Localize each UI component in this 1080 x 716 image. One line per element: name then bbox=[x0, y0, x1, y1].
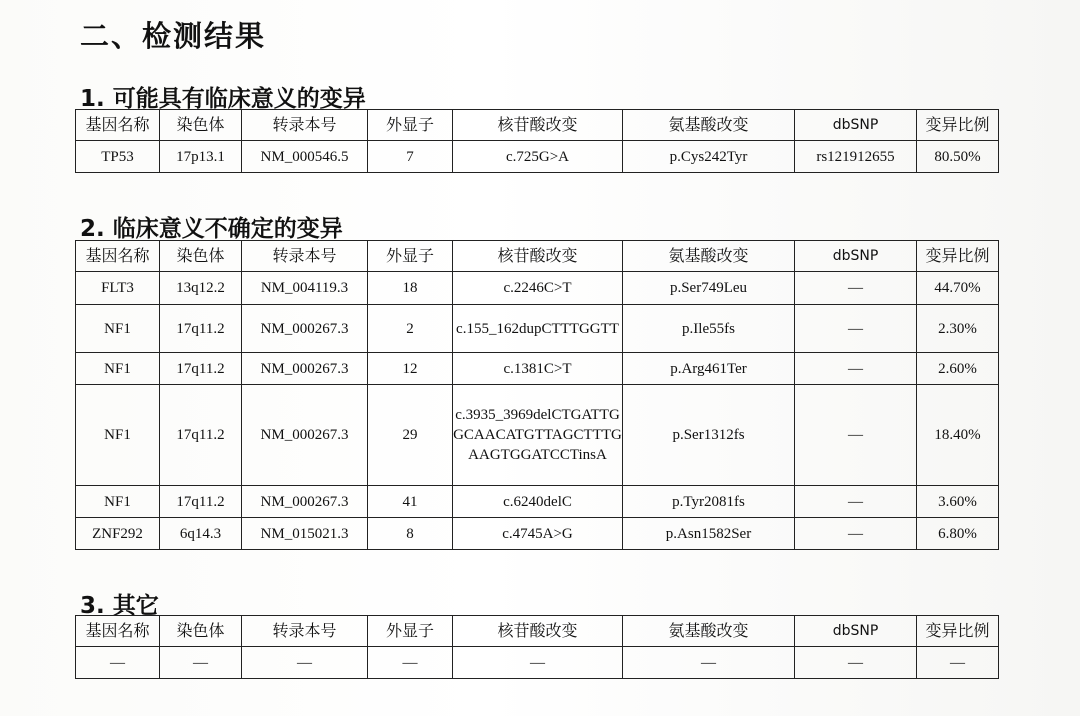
header-chromosome: 染色体 bbox=[160, 110, 242, 141]
cell-dbsnp: — bbox=[795, 353, 917, 385]
section-title: 二、检测结果 bbox=[80, 19, 267, 53]
cell-exon: 29 bbox=[368, 385, 453, 486]
subsection-title-uncertain: 2. 临床意义不确定的变异 bbox=[80, 216, 343, 242]
header-gene: 基因名称 bbox=[76, 616, 160, 647]
header-exon: 外显子 bbox=[368, 616, 453, 647]
table-row bbox=[76, 305, 999, 353]
subsection-title-clinical: 1. 可能具有临床意义的变异 bbox=[80, 86, 366, 112]
cell-nucleotide: c.155_162dupCTTTGGTT bbox=[453, 305, 623, 353]
table-row bbox=[76, 353, 999, 385]
cell-exon: 41 bbox=[368, 486, 453, 518]
table-row bbox=[76, 518, 999, 550]
cell-transcript: NM_000267.3 bbox=[242, 385, 368, 486]
cell-gene: NF1 bbox=[76, 385, 160, 486]
header-exon: 外显子 bbox=[368, 241, 453, 272]
table-header-row bbox=[76, 616, 999, 647]
header-nucleotide: 核苷酸改变 bbox=[453, 616, 623, 647]
cell-chromosome: 13q12.2 bbox=[160, 272, 242, 305]
cell-gene: FLT3 bbox=[76, 272, 160, 305]
cell-dbsnp: — bbox=[795, 305, 917, 353]
header-nucleotide: 核苷酸改变 bbox=[453, 241, 623, 272]
cell-dbsnp: rs121912655 bbox=[795, 141, 917, 173]
cell-gene: ZNF292 bbox=[76, 518, 160, 550]
header-transcript: 转录本号 bbox=[242, 241, 368, 272]
cell-amino-acid: p.Ser749Leu bbox=[623, 272, 795, 305]
cell-gene: NF1 bbox=[76, 353, 160, 385]
cell-transcript: NM_000267.3 bbox=[242, 305, 368, 353]
cell-frequency: 3.60% bbox=[917, 486, 999, 518]
header-chromosome: 染色体 bbox=[160, 241, 242, 272]
cell-nucleotide: — bbox=[453, 647, 623, 679]
cell-nucleotide: c.6240delC bbox=[453, 486, 623, 518]
header-transcript: 转录本号 bbox=[242, 110, 368, 141]
cell-gene: NF1 bbox=[76, 486, 160, 518]
cell-gene: NF1 bbox=[76, 305, 160, 353]
cell-transcript: NM_004119.3 bbox=[242, 272, 368, 305]
table-row bbox=[76, 486, 999, 518]
cell-chromosome: 17p13.1 bbox=[160, 141, 242, 173]
cell-transcript: NM_000267.3 bbox=[242, 353, 368, 385]
cell-amino-acid: p.Cys242Tyr bbox=[623, 141, 795, 173]
header-chromosome: 染色体 bbox=[160, 616, 242, 647]
cell-nucleotide: c.2246C>T bbox=[453, 272, 623, 305]
cell-dbsnp: — bbox=[795, 385, 917, 486]
uncertain-variants-table bbox=[75, 240, 999, 550]
header-transcript: 转录本号 bbox=[242, 616, 368, 647]
cell-nucleotide: c.1381C>T bbox=[453, 353, 623, 385]
cell-chromosome: 17q11.2 bbox=[160, 353, 242, 385]
header-dbsnp: dbSNP bbox=[795, 110, 917, 141]
cell-frequency: 80.50% bbox=[917, 141, 999, 173]
cell-amino-acid: p.Tyr2081fs bbox=[623, 486, 795, 518]
cell-dbsnp: — bbox=[795, 518, 917, 550]
header-amino-acid: 氨基酸改变 bbox=[623, 110, 795, 141]
cell-dbsnp: — bbox=[795, 272, 917, 305]
table-row bbox=[76, 141, 999, 173]
cell-frequency: 6.80% bbox=[917, 518, 999, 550]
cell-frequency: 18.40% bbox=[917, 385, 999, 486]
table-row bbox=[76, 647, 999, 679]
other-variants-table bbox=[75, 615, 999, 679]
cell-nucleotide: c.4745A>G bbox=[453, 518, 623, 550]
cell-exon: 2 bbox=[368, 305, 453, 353]
subsection-title-other: 3. 其它 bbox=[80, 593, 159, 619]
cell-gene: — bbox=[76, 647, 160, 679]
cell-dbsnp: — bbox=[795, 647, 917, 679]
table-header-row bbox=[76, 241, 999, 272]
cell-chromosome: 17q11.2 bbox=[160, 486, 242, 518]
cell-frequency: — bbox=[917, 647, 999, 679]
cell-exon: 12 bbox=[368, 353, 453, 385]
cell-chromosome: 17q11.2 bbox=[160, 385, 242, 486]
header-amino-acid: 氨基酸改变 bbox=[623, 616, 795, 647]
cell-chromosome: — bbox=[160, 647, 242, 679]
cell-amino-acid: p.Arg461Ter bbox=[623, 353, 795, 385]
header-exon: 外显子 bbox=[368, 110, 453, 141]
cell-transcript: — bbox=[242, 647, 368, 679]
cell-nucleotide: c.725G>A bbox=[453, 141, 623, 173]
cell-amino-acid: p.Ile55fs bbox=[623, 305, 795, 353]
cell-amino-acid: — bbox=[623, 647, 795, 679]
header-dbsnp: dbSNP bbox=[795, 616, 917, 647]
cell-exon: 8 bbox=[368, 518, 453, 550]
header-frequency: 变异比例 bbox=[917, 110, 999, 141]
cell-transcript: NM_000546.5 bbox=[242, 141, 368, 173]
cell-frequency: 2.30% bbox=[917, 305, 999, 353]
table-row bbox=[76, 385, 999, 486]
cell-amino-acid: p.Ser1312fs bbox=[623, 385, 795, 486]
cell-exon: 18 bbox=[368, 272, 453, 305]
cell-amino-acid: p.Asn1582Ser bbox=[623, 518, 795, 550]
cell-gene: TP53 bbox=[76, 141, 160, 173]
cell-transcript: NM_015021.3 bbox=[242, 518, 368, 550]
cell-frequency: 44.70% bbox=[917, 272, 999, 305]
cell-frequency: 2.60% bbox=[917, 353, 999, 385]
header-nucleotide: 核苷酸改变 bbox=[453, 110, 623, 141]
cell-exon: 7 bbox=[368, 141, 453, 173]
header-gene: 基因名称 bbox=[76, 110, 160, 141]
clinical-variants-table bbox=[75, 109, 999, 173]
header-gene: 基因名称 bbox=[76, 241, 160, 272]
cell-transcript: NM_000267.3 bbox=[242, 486, 368, 518]
header-frequency: 变异比例 bbox=[917, 616, 999, 647]
table-header-row bbox=[76, 110, 999, 141]
cell-chromosome: 6q14.3 bbox=[160, 518, 242, 550]
header-dbsnp: dbSNP bbox=[795, 241, 917, 272]
header-amino-acid: 氨基酸改变 bbox=[623, 241, 795, 272]
header-frequency: 变异比例 bbox=[917, 241, 999, 272]
cell-dbsnp: — bbox=[795, 486, 917, 518]
cell-nucleotide: c.3935_3969delCTGATTGGCAACATGTTAGCTTTGAAGTGGATCCTinsA bbox=[453, 385, 623, 486]
cell-chromosome: 17q11.2 bbox=[160, 305, 242, 353]
table-row bbox=[76, 272, 999, 305]
cell-exon: — bbox=[368, 647, 453, 679]
